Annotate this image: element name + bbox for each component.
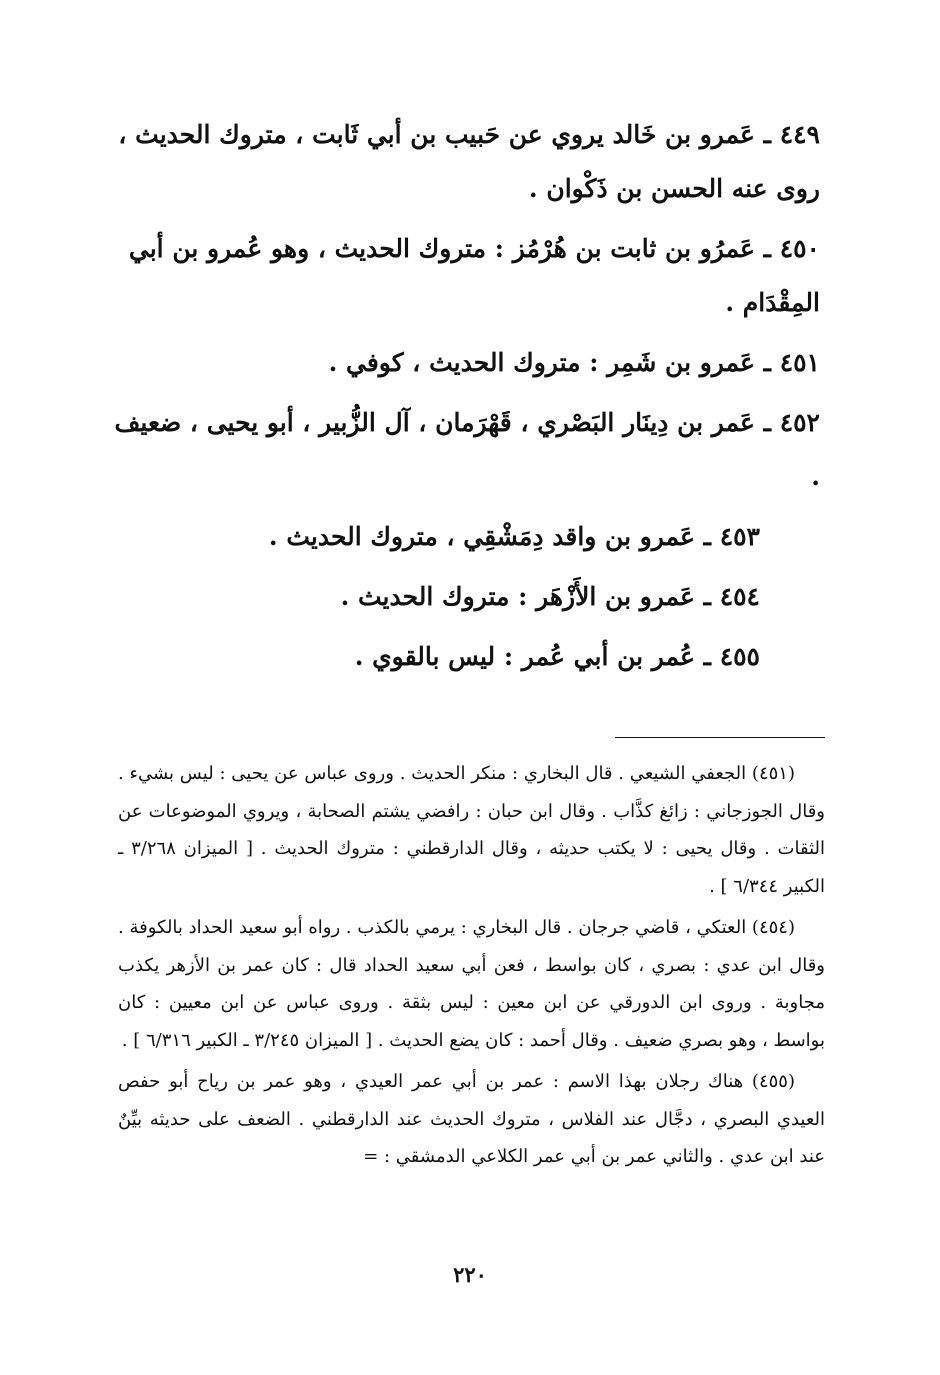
entry-453: ٤٥٣ ـ عَمرو بن واقد دِمَشْقِي ، متروك الحديث . [268,522,760,551]
entry-449: ٤٤٩ ـ عَمرو بن خَالد يروي عن حَبيب بن أبي ثَابت ، متروك الحديث ، روى عنه الحسن بن ذَكْوان . [118,120,820,203]
entry-454: ٤٥٤ ـ عَمرو بن الأَزْهَر : متروك الحديث . [340,582,760,611]
entry-455: ٤٥٥ ـ عُمر بن أبي عُمر : ليس بالقوي . [354,642,760,671]
footnote-divider [615,737,825,738]
narrator-entries [110,108,820,690]
entry-451: ٤٥١ ـ عَمرو بن شَمِر : متروك الحديث ، كوفي . [328,348,820,377]
footnote-454: (٤٥٤) العتكي ، قاضي جرجان . قال البخاري : يرمي بالكذب . رواه أبو سعيد الحداد بالكوفة . وقال ابن عدي : بصري ، كان بواسط ، فعن أبي سعيد الحداد قال : كان عمر بن الأزهر يكذب مجاوبة . وروى ابن الدورقي عن ابن معين : ليس بثقة . وروى عباس عن ابن معيين : كان بواسط ، وهو بصري ضعيف . وقال أحمد : كان يضع الحديث . [ الميزان ٣/٢٤٥ ـ الكبير ٦/٣١٦ ] . [118,917,825,1051]
footnote-455: (٤٥٥) هناك رجلان بهذا الاسم : عمر بن أبي عمر العيدي ، وهو عمر بن رياح أبو حفص العيدي البصري ، دجَّال عند الفلاس ، متروك الحديث عند الدارقطني . الضعف على حديثه بيِّنٌ عند ابن عدي . والثاني عمر بن أبي عمر الكلاعي الدمشقي : = [118,1071,825,1167]
entry-452: ٤٥٢ ـ عَمر بن دِينَار البَصْري ، قَهْرَمان ، آل الزُّبير ، أبو يحيى ، ضعيف . [114,408,820,491]
footnotes [118,755,825,1180]
footnote-451: (٤٥١) الجعفي الشيعي . قال البخاري : منكر الحديث . وروى عباس عن يحيى : ليس بشيء . وقال الجوزجاني : زائغ كذَّاب . وقال ابن حبان : رافضي يشتم الصحابة ، ويروي الموضوعات عن الثقات . وقال يحيى : لا يكتب حديثه ، وقال الدارقطني : متروك الحديث . [ الميزان ٣/٢٦٨ ـ الكبير ٦/٣٤٤ ] . [118,763,825,897]
entry-450: ٤٥٠ ـ عَمرُو بن ثابت بن هُرْمُز : متروك الحديث ، وهو عُمرو بن أبي المِقْدَام . [128,234,820,317]
page-number: ٢٢٠ [453,1262,487,1287]
